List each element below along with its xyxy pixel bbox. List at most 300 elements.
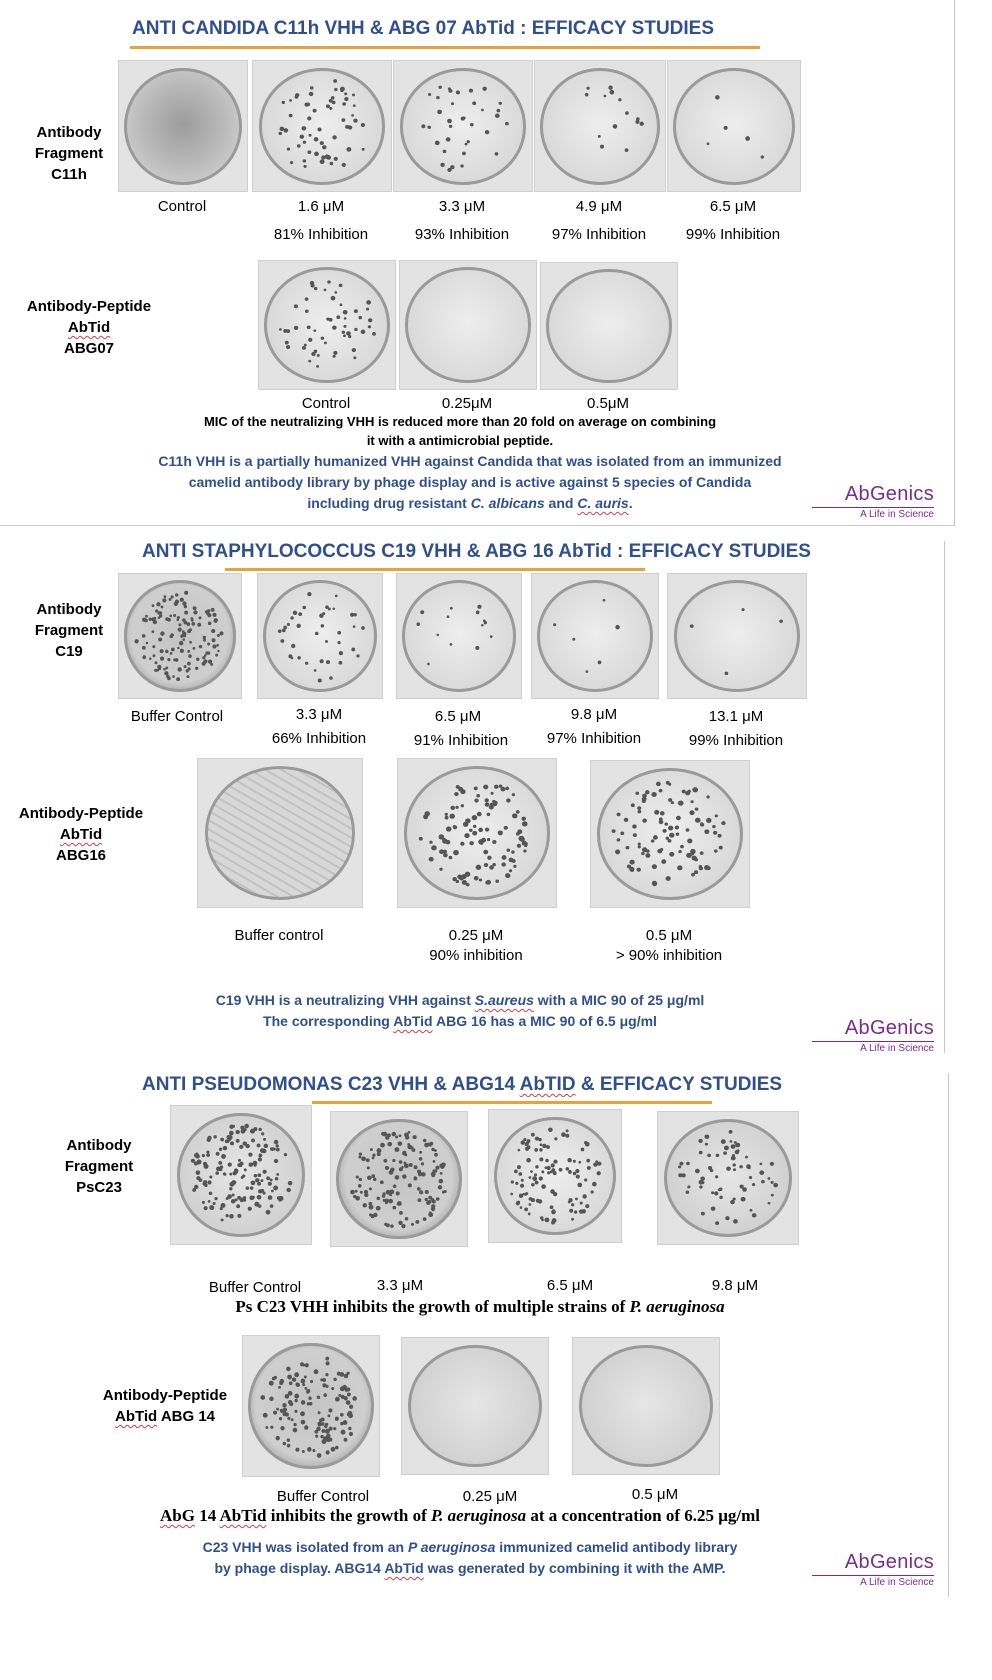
plate-6-5um bbox=[667, 60, 801, 192]
colony-dot bbox=[326, 104, 330, 108]
colony-dot bbox=[317, 1453, 322, 1458]
colony-dot bbox=[327, 280, 331, 283]
colony-dot bbox=[368, 325, 371, 328]
colony-dot bbox=[678, 1165, 681, 1168]
colony-dot bbox=[325, 605, 329, 609]
colony-dot bbox=[317, 128, 321, 132]
colony-dot bbox=[529, 1203, 532, 1206]
colony-dot bbox=[358, 1156, 361, 1159]
colony-dot bbox=[401, 1224, 405, 1228]
colony-dot bbox=[447, 119, 452, 123]
colony-dot bbox=[333, 1378, 336, 1381]
colony-dot bbox=[344, 1396, 348, 1400]
colony-dot bbox=[285, 1412, 288, 1415]
colony-dot bbox=[597, 1162, 601, 1166]
row-label-abg14: Antibody-Peptide AbTid ABG 14 bbox=[102, 1387, 228, 1425]
colony-dot bbox=[249, 1162, 254, 1166]
colony-dot bbox=[276, 1408, 279, 1411]
colony-dot bbox=[692, 787, 698, 792]
colony-dot bbox=[214, 618, 218, 622]
colony-dot bbox=[598, 661, 602, 665]
pseudomonas-panel bbox=[0, 1073, 949, 1597]
colony-dot bbox=[550, 1170, 553, 1173]
colony-dot bbox=[577, 1183, 582, 1188]
colony-dot bbox=[418, 1198, 422, 1202]
colony-dot bbox=[202, 656, 205, 659]
colony-dot bbox=[366, 308, 369, 311]
colony-dot bbox=[193, 606, 197, 610]
colony-dot bbox=[540, 1216, 543, 1219]
colony-dot bbox=[392, 1159, 395, 1162]
colony-dot bbox=[170, 595, 173, 598]
colony-dot bbox=[399, 1134, 402, 1137]
colony-dot bbox=[779, 620, 783, 623]
colony-dot bbox=[483, 850, 488, 855]
colony-dot bbox=[286, 1367, 290, 1372]
colony-dot bbox=[705, 1143, 708, 1146]
colony-dot bbox=[187, 675, 190, 678]
colonies-abg07-05um bbox=[541, 263, 677, 389]
colony-dot bbox=[434, 1153, 438, 1157]
colony-dot bbox=[274, 1159, 278, 1163]
conc-label: 3.3 μM bbox=[295, 706, 343, 723]
colony-dot bbox=[191, 1159, 195, 1163]
colony-dot bbox=[746, 1164, 751, 1168]
plate-abg16-buffer bbox=[197, 758, 363, 908]
colony-dot bbox=[750, 1209, 753, 1212]
colony-dot bbox=[627, 864, 631, 868]
colony-dot bbox=[318, 1411, 321, 1414]
colony-dot bbox=[280, 639, 284, 643]
colony-dot bbox=[322, 612, 325, 615]
colony-dot bbox=[182, 601, 186, 605]
colony-dot bbox=[282, 1403, 286, 1408]
colony-dot bbox=[474, 787, 478, 791]
colony-dot bbox=[310, 281, 314, 285]
section-title: ANTI CANDIDA C11h VHH & ABG 07 AbTid : EFFICACY STUDIES bbox=[132, 18, 715, 39]
plate-9-8um bbox=[657, 1111, 799, 1245]
colony-dot bbox=[283, 1408, 287, 1412]
colony-dot bbox=[257, 1173, 261, 1177]
colony-dot bbox=[435, 141, 440, 146]
colony-dot bbox=[424, 1143, 429, 1148]
colony-dot bbox=[312, 1449, 315, 1452]
colony-dot bbox=[638, 845, 641, 848]
colony-dot bbox=[206, 1151, 209, 1154]
colony-dot bbox=[342, 102, 346, 105]
colony-dot bbox=[425, 1190, 429, 1194]
conc-label: 13.1 μM bbox=[708, 708, 764, 725]
colony-dot bbox=[553, 1171, 557, 1175]
c23-description: C23 VHH was isolated from an P aeruginosa immunized camelid antibody library by phage display. ABG14 AbTid was generated by combining it with the AMP. bbox=[202, 1539, 738, 1576]
colony-dot bbox=[207, 1136, 211, 1140]
colony-dot bbox=[465, 872, 471, 877]
colony-dot bbox=[237, 1214, 241, 1218]
colony-dot bbox=[276, 1436, 280, 1440]
colony-dot bbox=[534, 1173, 537, 1176]
inhibition-label: 66% Inhibition bbox=[271, 730, 367, 747]
colony-dot bbox=[761, 155, 764, 158]
colony-dot bbox=[615, 625, 619, 629]
colony-dot bbox=[389, 1170, 394, 1175]
colony-dot bbox=[581, 1148, 585, 1152]
colony-dot bbox=[289, 1402, 293, 1406]
colony-dot bbox=[733, 1168, 736, 1171]
colony-dot bbox=[255, 1178, 259, 1182]
colony-dot bbox=[270, 1204, 274, 1208]
colony-dot bbox=[707, 142, 710, 145]
colony-dot bbox=[160, 631, 164, 635]
colony-dot bbox=[314, 669, 317, 672]
colony-dot bbox=[191, 619, 194, 622]
colony-dot bbox=[174, 602, 178, 606]
colony-dot bbox=[704, 829, 709, 834]
colony-dot bbox=[450, 643, 453, 646]
abgenics-logo: AbGenics A Life in Science bbox=[812, 1017, 934, 1054]
colony-dot bbox=[474, 876, 479, 880]
colony-dot bbox=[476, 611, 480, 615]
colony-dot bbox=[584, 1141, 587, 1144]
colony-dot bbox=[359, 1178, 362, 1181]
colony-dot bbox=[276, 1173, 279, 1176]
colony-dot bbox=[695, 818, 701, 823]
colony-dot bbox=[492, 840, 496, 844]
colony-dot bbox=[287, 1444, 291, 1448]
plate-3-3um bbox=[257, 573, 383, 699]
conc-label: 0.5 μM bbox=[631, 1486, 679, 1503]
colony-dot bbox=[251, 1180, 256, 1185]
colony-dot bbox=[214, 1197, 217, 1200]
inhibition-label: 99% Inhibition bbox=[688, 732, 784, 749]
colony-dot bbox=[162, 598, 166, 602]
colony-dot bbox=[301, 126, 306, 130]
colony-dot bbox=[258, 1154, 262, 1158]
colony-dot bbox=[535, 1165, 538, 1168]
colony-dot bbox=[321, 1422, 324, 1426]
colony-dot bbox=[291, 1418, 294, 1421]
colony-dot bbox=[215, 1171, 219, 1175]
colony-dot bbox=[651, 839, 655, 842]
colony-dot bbox=[372, 1157, 375, 1160]
colony-dot bbox=[423, 1139, 426, 1142]
colony-dot bbox=[342, 1385, 347, 1390]
colony-dot bbox=[432, 1208, 435, 1211]
colony-dot bbox=[451, 102, 454, 105]
colony-dot bbox=[207, 642, 210, 645]
colony-dot bbox=[642, 819, 647, 823]
plate-buffer-control bbox=[118, 573, 242, 699]
colony-dot bbox=[264, 1144, 269, 1149]
colony-dot bbox=[661, 859, 666, 864]
conc-label: 3.3 μM bbox=[376, 1277, 424, 1294]
colony-dot bbox=[158, 638, 162, 642]
colony-dot bbox=[545, 1218, 549, 1222]
colony-dot bbox=[443, 150, 447, 154]
colony-dot bbox=[538, 1199, 542, 1203]
colony-dot bbox=[370, 1148, 373, 1151]
colony-dot bbox=[263, 1413, 268, 1418]
colony-dot bbox=[307, 1447, 312, 1452]
plate-control bbox=[118, 60, 248, 192]
colony-dot bbox=[246, 1186, 250, 1190]
colony-dot bbox=[597, 1171, 601, 1175]
colony-dot bbox=[373, 1213, 378, 1217]
colonies-abg16-buffer bbox=[198, 759, 362, 907]
colony-dot bbox=[159, 611, 162, 614]
colony-dot bbox=[333, 607, 336, 610]
colony-dot bbox=[352, 93, 355, 96]
colony-dot bbox=[302, 346, 306, 350]
colony-dot bbox=[495, 114, 500, 118]
colony-dot bbox=[303, 165, 306, 168]
colony-dot bbox=[301, 1400, 305, 1405]
colonies-3-3um bbox=[258, 574, 382, 698]
colony-dot bbox=[484, 621, 487, 624]
colony-dot bbox=[278, 1386, 281, 1389]
colony-dot bbox=[637, 810, 641, 814]
colony-dot bbox=[349, 1432, 353, 1436]
colony-dot bbox=[179, 641, 183, 645]
colony-dot bbox=[278, 132, 282, 135]
colony-dot bbox=[279, 328, 282, 331]
colony-dot bbox=[646, 849, 650, 852]
colony-dot bbox=[405, 1217, 409, 1221]
colony-dot bbox=[348, 1411, 353, 1416]
colony-dot bbox=[342, 163, 346, 167]
colony-dot bbox=[745, 1156, 748, 1159]
colony-dot bbox=[353, 104, 356, 107]
colony-dot bbox=[283, 1442, 286, 1446]
colony-dot bbox=[773, 1183, 778, 1187]
conc-label: 0.5μM bbox=[587, 395, 629, 412]
colony-dot bbox=[700, 822, 703, 825]
colony-dot bbox=[545, 1166, 548, 1169]
colony-dot bbox=[342, 331, 345, 334]
colony-dot bbox=[369, 1205, 374, 1210]
colony-dot bbox=[440, 1165, 444, 1169]
colony-dot bbox=[477, 812, 482, 817]
colony-dot bbox=[478, 828, 483, 832]
colony-dot bbox=[203, 1180, 207, 1184]
colony-dot bbox=[275, 1177, 279, 1181]
colony-dot bbox=[431, 1172, 436, 1177]
colony-dot bbox=[476, 865, 482, 870]
colony-dot bbox=[540, 1143, 543, 1146]
colony-dot bbox=[421, 1172, 426, 1176]
colony-dot bbox=[270, 1426, 273, 1429]
colony-dot bbox=[445, 813, 448, 816]
colony-dot bbox=[541, 1170, 544, 1173]
colony-dot bbox=[712, 825, 716, 828]
colony-dot bbox=[216, 1152, 220, 1156]
colony-dot bbox=[447, 615, 450, 618]
colony-dot bbox=[573, 1160, 576, 1163]
colony-dot bbox=[383, 1199, 386, 1202]
colonies-abg07-025um bbox=[400, 261, 536, 389]
colony-dot bbox=[710, 1169, 713, 1172]
colony-dot bbox=[289, 1381, 293, 1385]
colony-dot bbox=[475, 646, 479, 650]
colony-dot bbox=[485, 798, 489, 802]
colony-dot bbox=[669, 852, 674, 857]
colony-dot bbox=[321, 337, 325, 340]
colony-dot bbox=[398, 1141, 403, 1146]
colony-dot bbox=[228, 1163, 232, 1167]
colony-dot bbox=[485, 828, 489, 832]
colony-dot bbox=[308, 1397, 311, 1400]
colony-dot bbox=[333, 351, 337, 355]
colony-dot bbox=[373, 1178, 376, 1181]
colony-dot bbox=[516, 1201, 520, 1205]
colony-dot bbox=[568, 1201, 571, 1204]
conc-label: 9.8 μM bbox=[711, 1277, 759, 1294]
colony-dot bbox=[266, 1176, 270, 1180]
colony-dot bbox=[410, 1146, 414, 1149]
colony-dot bbox=[361, 123, 365, 127]
colonies-6-5um bbox=[489, 1110, 621, 1242]
colony-dot bbox=[208, 659, 212, 663]
colony-dot bbox=[620, 832, 624, 836]
colony-dot bbox=[706, 795, 709, 798]
colony-dot bbox=[339, 651, 343, 655]
section-title: ANTI STAPHYLOCOCCUS C19 VHH & ABG 16 AbTid : EFFICACY STUDIES bbox=[142, 541, 811, 562]
colony-dot bbox=[419, 1157, 423, 1161]
colony-dot bbox=[343, 334, 346, 337]
colony-dot bbox=[287, 1438, 290, 1441]
colony-dot bbox=[617, 838, 621, 841]
colony-dot bbox=[427, 126, 431, 129]
colony-dot bbox=[184, 665, 187, 668]
colony-dot bbox=[517, 844, 521, 848]
colony-dot bbox=[413, 1135, 417, 1139]
colony-dot bbox=[154, 661, 157, 664]
colony-dot bbox=[325, 1373, 328, 1376]
colony-dot bbox=[495, 880, 499, 883]
colony-dot bbox=[443, 850, 447, 854]
colony-dot bbox=[759, 1170, 764, 1175]
colony-dot bbox=[232, 1194, 235, 1197]
colony-dot bbox=[695, 1169, 700, 1174]
colony-dot bbox=[188, 654, 192, 658]
colony-dot bbox=[177, 616, 180, 619]
colonies-6-5um bbox=[668, 61, 800, 191]
colony-dot bbox=[300, 1411, 305, 1416]
colony-dot bbox=[453, 850, 459, 855]
colony-dot bbox=[691, 873, 695, 877]
colony-dot bbox=[165, 666, 168, 669]
colony-dot bbox=[423, 1217, 427, 1221]
colony-dot bbox=[279, 127, 284, 131]
colony-dot bbox=[461, 117, 465, 121]
colony-dot bbox=[206, 612, 209, 615]
colony-dot bbox=[677, 865, 682, 870]
colony-dot bbox=[721, 1139, 726, 1144]
colony-dot bbox=[419, 837, 423, 841]
colony-dot bbox=[335, 1446, 339, 1450]
colony-dot bbox=[517, 1165, 521, 1169]
colony-dot bbox=[733, 1219, 738, 1224]
colony-dot bbox=[367, 1166, 370, 1169]
colony-dot bbox=[421, 1162, 424, 1165]
colony-dot bbox=[408, 1183, 412, 1187]
colony-dot bbox=[229, 1214, 234, 1219]
colony-dot bbox=[325, 1429, 330, 1434]
abgenics-logo: AbGenics A Life in Science bbox=[812, 483, 934, 520]
colony-dot bbox=[164, 595, 167, 598]
colony-dot bbox=[768, 1202, 771, 1205]
colony-dot bbox=[213, 1135, 216, 1138]
colony-dot bbox=[568, 1170, 572, 1174]
colony-dot bbox=[699, 1151, 703, 1155]
colony-dot bbox=[294, 1399, 297, 1402]
colony-dot bbox=[144, 619, 148, 623]
colony-dot bbox=[226, 1214, 229, 1217]
colony-dot bbox=[307, 325, 311, 329]
title-underline bbox=[312, 1101, 712, 1104]
colony-dot bbox=[270, 1179, 273, 1182]
colony-dot bbox=[427, 663, 430, 666]
colony-dot bbox=[317, 1395, 320, 1399]
conc-label: 4.9 μM bbox=[575, 198, 623, 215]
colony-dot bbox=[771, 1194, 774, 1197]
colony-dot bbox=[355, 1190, 358, 1193]
colony-dot bbox=[666, 837, 670, 840]
colonies-abg16-025um bbox=[398, 759, 556, 907]
colony-dot bbox=[481, 838, 486, 843]
colony-dot bbox=[184, 611, 188, 615]
colony-dot bbox=[421, 124, 425, 128]
colony-dot bbox=[584, 1178, 587, 1181]
colony-dot bbox=[286, 345, 290, 349]
colony-dot bbox=[218, 1167, 222, 1171]
colony-dot bbox=[332, 135, 336, 139]
colony-dot bbox=[514, 1170, 518, 1174]
colony-dot bbox=[749, 1176, 752, 1179]
colony-dot bbox=[520, 1206, 523, 1209]
colony-dot bbox=[726, 1167, 731, 1171]
row-label-abg16: Antibody-Peptide AbTid ABG16 bbox=[18, 805, 144, 864]
colony-dot bbox=[334, 157, 338, 161]
colony-dot bbox=[516, 810, 520, 814]
colony-dot bbox=[235, 1198, 238, 1201]
colony-dot bbox=[152, 604, 155, 607]
colony-dot bbox=[372, 332, 376, 336]
plate-abg14-05um bbox=[572, 1337, 720, 1475]
colony-dot bbox=[229, 1187, 232, 1190]
colony-dot bbox=[166, 675, 169, 678]
colony-dot bbox=[402, 1151, 406, 1155]
colonies-9-8um bbox=[658, 1112, 798, 1244]
colony-dot bbox=[260, 1148, 265, 1153]
colony-dot bbox=[202, 1201, 205, 1204]
colony-dot bbox=[525, 1192, 528, 1195]
colony-dot bbox=[356, 654, 359, 657]
colony-dot bbox=[532, 1176, 537, 1181]
colony-dot bbox=[240, 1162, 244, 1166]
colony-dot bbox=[521, 1179, 524, 1182]
colony-dot bbox=[329, 676, 333, 680]
colony-dot bbox=[296, 1383, 300, 1387]
colony-dot bbox=[741, 1197, 746, 1202]
colony-dot bbox=[485, 802, 490, 806]
colony-dot bbox=[517, 1149, 520, 1152]
colony-dot bbox=[519, 1172, 523, 1176]
colony-dot bbox=[438, 86, 441, 89]
colony-dot bbox=[353, 625, 356, 628]
colony-dot bbox=[353, 613, 356, 616]
colony-dot bbox=[554, 1137, 557, 1140]
colony-dot bbox=[340, 1422, 343, 1426]
